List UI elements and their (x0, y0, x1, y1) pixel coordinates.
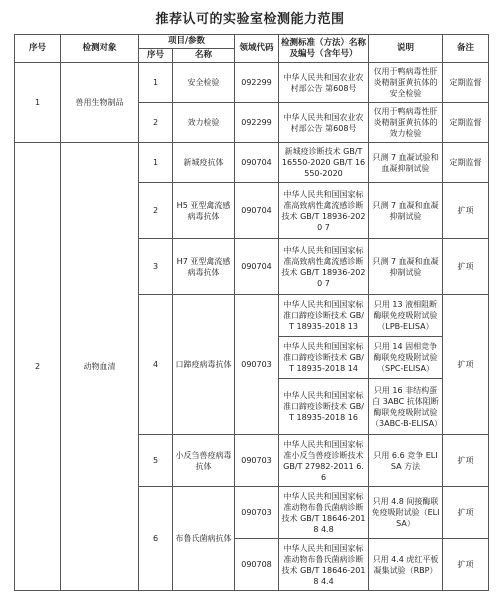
standard-cell: 中华人民共和国农业农村部公告 第608号 (279, 103, 369, 143)
standard-cell: 中华人民共和国国家标准口蹄疫诊断技术 GB/T 18935-2018 14 (279, 337, 369, 379)
group-seq: 2 (15, 143, 61, 591)
note-cell: 只用 14 固相竞争酶联免疫吸附试验（SPC-ELISA） (369, 337, 443, 379)
item-seq: 3 (139, 239, 173, 295)
table-row (15, 143, 489, 183)
field-code: 090703 (235, 487, 279, 539)
field-code: 092299 (235, 103, 279, 143)
item-name: 效力检验 (173, 103, 235, 143)
standard-cell: 中华人民共和国国家标准口蹄疫诊断技术 GB/T 18935-2018 13 (279, 295, 369, 337)
capability-table (14, 34, 489, 591)
standard-cell: 中华人民共和国国家标准口蹄疫诊断技术 GB/T 18935-2018 16 (279, 379, 369, 435)
field-code: 090703 (235, 435, 279, 487)
remark-cell: 扩项 (443, 487, 489, 539)
note-cell: 只用 4.4 虎红平板凝集试验（RBP） (369, 539, 443, 591)
group-seq: 1 (15, 63, 61, 143)
field-code: 092299 (235, 63, 279, 103)
standard-cell: 中华人民共和国国家标准小反刍兽疫诊断技术 GB/T 27982-2011 6.6 (279, 435, 369, 487)
note-cell: 仅用于鸭病毒性肝炎精制蛋黄抗体的效力检验 (369, 103, 443, 143)
header-item-name: 名称 (173, 49, 235, 63)
item-name: 小反刍兽疫病毒抗体 (173, 435, 235, 487)
standard-cell: 新城疫诊断技术 GB/T 16550-2020 GB/T 16550-2020 (279, 143, 369, 183)
standard-cell: 中华人民共和国国家标准动物布鲁氏菌病诊断技术 GB/T 18646-2018 4.4 (279, 539, 369, 591)
item-seq: 1 (139, 63, 173, 103)
remark-cell: 扩项 (443, 183, 489, 239)
remark-cell: 扩项 (443, 539, 489, 591)
group-object: 动物血清 (61, 143, 139, 591)
note-cell: 只测 7 血凝和血凝抑制试验 (369, 239, 443, 295)
standard-cell: 中华人民共和国国家标准高致病性禽流感诊断技术 GB/T 18936-2020 7 (279, 183, 369, 239)
item-seq: 2 (139, 103, 173, 143)
note-cell: 只用 13 液相阻断酶联免疫吸附试验（LPB-ELISA） (369, 295, 443, 337)
group-object: 兽用生物制品 (61, 63, 139, 143)
note-cell: 只测 7 血凝试验和血凝抑制试验 (369, 143, 443, 183)
standard-cell: 中华人民共和国国家标准动物布鲁氏菌病诊断技术 GB/T 18646-2018 4.8 (279, 487, 369, 539)
header-item-seq: 序号 (139, 49, 173, 63)
header-item-param: 项目/参数 (139, 35, 235, 49)
item-name: 新城疫抗体 (173, 143, 235, 183)
note-cell: 只用 16 非结构蛋白 3ABC 抗体阻断酶联免疫吸附试验（3ABC-B-ELISA） (369, 379, 443, 435)
header-note: 说明 (369, 35, 443, 63)
item-seq: 1 (139, 143, 173, 183)
item-seq: 4 (139, 295, 173, 435)
field-code: 090704 (235, 239, 279, 295)
remark-cell: 定期监督 (443, 143, 489, 183)
item-name: 安全检验 (173, 63, 235, 103)
item-name: 布鲁氏菌病抗体 (173, 487, 235, 591)
field-code: 090708 (235, 539, 279, 591)
note-cell: 只用 6.6 竞争 ELISA 方法 (369, 435, 443, 487)
header-standard: 检测标准（方法）名称及编号（含年号） (279, 35, 369, 63)
field-code: 090704 (235, 183, 279, 239)
field-code: 090703 (235, 295, 279, 435)
item-name: H7 亚型禽流感病毒抗体 (173, 239, 235, 295)
field-code: 090704 (235, 143, 279, 183)
header-seq: 序号 (15, 35, 61, 63)
item-name: 口蹄疫病毒抗体 (173, 295, 235, 435)
remark-cell: 扩项 (443, 239, 489, 295)
item-seq: 6 (139, 487, 173, 591)
remark-cell: 定期监督 (443, 63, 489, 103)
item-seq: 5 (139, 435, 173, 487)
header-row (15, 35, 489, 49)
note-cell: 只用 4.8 间接酶联免疫吸附试验（ELISA） (369, 487, 443, 539)
header-object: 检测对象 (61, 35, 139, 63)
page-title: 推荐认可的实验室检测能力范围 (155, 12, 345, 27)
standard-cell: 中华人民共和国农业农村部公告 第608号 (279, 63, 369, 103)
standard-cell: 中华人民共和国国家标准高致病性禽流感诊断技术 GB/T 18936-2020 7 (279, 239, 369, 295)
item-seq: 2 (139, 183, 173, 239)
header-field-code: 领域代码 (235, 35, 279, 63)
remark-cell: 扩项 (443, 295, 489, 435)
header-remark: 备注 (443, 35, 489, 63)
remark-cell: 扩项 (443, 435, 489, 487)
remark-cell: 定期监督 (443, 103, 489, 143)
table-row (15, 63, 489, 103)
note-cell: 只测 7 血凝和血凝抑制试验 (369, 183, 443, 239)
item-name: H5 亚型禽流感病毒抗体 (173, 183, 235, 239)
note-cell: 仅用于鸭病毒性肝炎精制蛋黄抗体的安全检验 (369, 63, 443, 103)
